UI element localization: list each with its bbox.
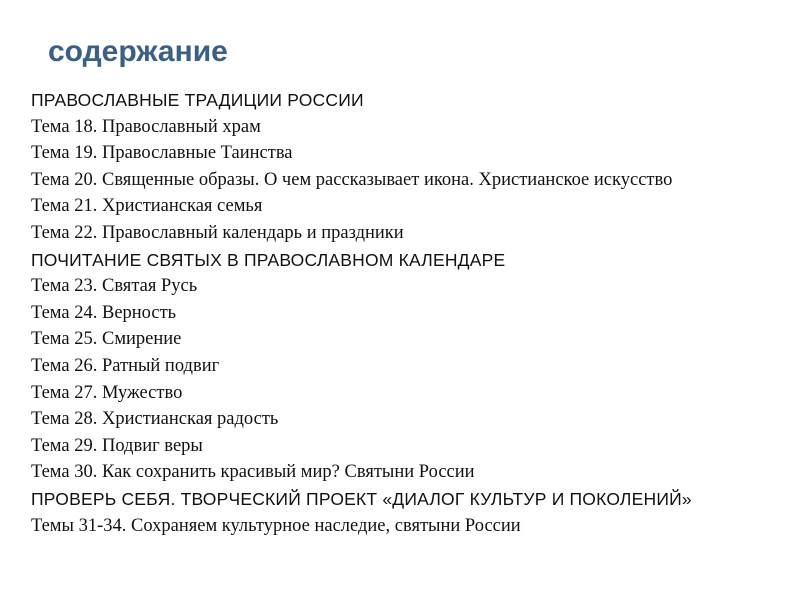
section-heading: ПРОВЕРЬ СЕБЯ. ТВОРЧЕСКИЙ ПРОЕКТ «ДИАЛОГ КУЛЬТУР И ПОКОЛЕНИЙ» xyxy=(31,488,692,509)
topic-item: Тема 23. Святая Русь xyxy=(31,276,198,297)
contents-list xyxy=(31,87,731,539)
topic-item: Тема 20. Священные образы. О чем рассказывает икона. Христианское искусство xyxy=(31,169,673,190)
topic-item: Тема 26. Ратный подвиг xyxy=(31,355,220,376)
topic-item: Тема 22. Православный календарь и праздники xyxy=(31,222,404,243)
section-heading: ПРАВОСЛАВНЫЕ ТРАДИЦИИ РОССИИ xyxy=(31,90,364,110)
topic-item: Тема 25. Смирение xyxy=(31,329,182,350)
topic-item: Темы 31-34. Сохраняем культурное наследие, святыни России xyxy=(31,515,521,536)
topic-item: Тема 30. Как сохранить красивый мир? Святыни России xyxy=(31,462,475,483)
topic-item: Тема 28. Христианская радость xyxy=(31,409,279,430)
topic-item: Тема 24. Верность xyxy=(31,302,177,323)
page-title: содержание xyxy=(48,35,228,68)
topic-item: Тема 29. Подвиг веры xyxy=(31,435,203,456)
topic-item: Тема 19. Православные Таинства xyxy=(31,143,293,164)
section-heading: ПОЧИТАНИЕ СВЯТЫХ В ПРАВОСЛАВНОМ КАЛЕНДАРЕ xyxy=(31,249,506,270)
topic-item: Тема 18. Православный храм xyxy=(31,116,261,137)
topic-item: Тема 27. Мужество xyxy=(31,382,183,403)
topic-item: Тема 21. Христианская семья xyxy=(31,196,263,217)
